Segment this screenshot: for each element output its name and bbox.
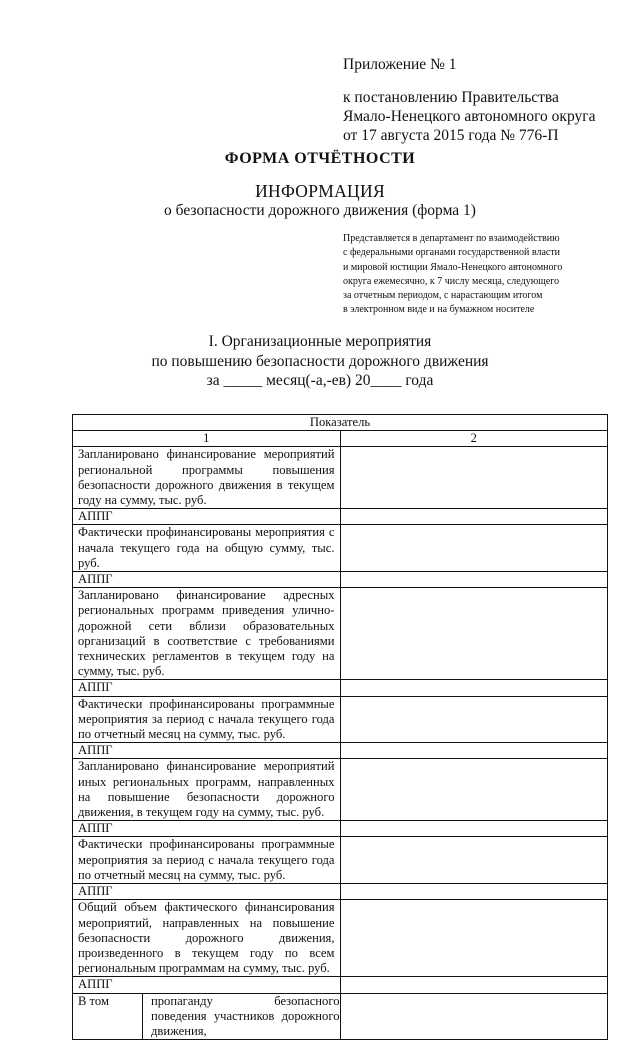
value-cell[interactable] xyxy=(340,759,608,821)
value-cell[interactable] xyxy=(340,588,608,680)
table-header-row xyxy=(73,415,608,431)
table-row xyxy=(73,884,608,900)
value-cell[interactable] xyxy=(340,572,608,588)
indicator-cell: Фактически профинансированы мероприятия с начала текущего года на общую сумму, тыс. руб. xyxy=(73,525,341,572)
value-cell[interactable] xyxy=(340,993,608,1040)
note-line: в электронном виде и на бумажном носителе xyxy=(343,304,535,316)
indicator-cell: Запланировано финансирование адресных региональных программ приведения улично-дорожной сети вблизи образовательных организаций в соответствие с требованиями технических регламентов в текущем году на сумму, тыс. руб. xyxy=(73,588,341,680)
value-cell[interactable] xyxy=(340,696,608,743)
section-subtitle: по повышению безопасности дорожного движения xyxy=(151,352,489,370)
note-line: за отчетным периодом, с нарастающим итогом xyxy=(343,290,543,302)
indicator-cell: АППГ xyxy=(73,884,341,900)
submission-note xyxy=(343,232,613,318)
section-heading xyxy=(0,332,640,391)
note-line: и мировой юстиции Ямало-Ненецкого автономного xyxy=(343,261,563,273)
indicator-cell: Запланировано финансирование мероприятий региональной программы повышения безопасности дорожного движения в текущем году на сумму, тыс. руб. xyxy=(73,447,341,509)
table-row xyxy=(73,588,608,680)
table-row-partial xyxy=(73,993,608,1040)
indicator-cell: АППГ xyxy=(73,680,341,696)
table-row xyxy=(73,743,608,759)
partial-row-cell xyxy=(73,993,341,1040)
appendix-block xyxy=(343,55,623,145)
table-row xyxy=(73,525,608,572)
table-row xyxy=(73,837,608,884)
table-row xyxy=(73,509,608,525)
value-cell[interactable] xyxy=(340,900,608,977)
section-period: за _____ месяц(-а,-ев) 20____ года xyxy=(206,372,434,389)
note-line: Представляется в департамент по взаимодействию xyxy=(343,233,560,244)
indicator-cell: АППГ xyxy=(73,821,341,837)
table-row xyxy=(73,900,608,977)
indicator-cell: Общий объем фактического финансирования мероприятий, направленных на повышение безопасности дорожного движения, произведенного в текущем году по всем региональным программам на сумму, тыс. руб. xyxy=(73,900,341,977)
indicator-cell: АППГ xyxy=(73,977,341,993)
indicator-cell: Фактически профинансированы программные мероприятия за период с начала текущего года по отчетный месяц на сумму, тыс. руб. xyxy=(73,837,341,884)
value-cell[interactable] xyxy=(340,821,608,837)
appendix-line: от 17 августа 2015 года № 776-П xyxy=(343,127,559,144)
info-subtitle: о безопасности дорожного движения (форма 1) xyxy=(164,202,476,219)
indicator-cell: АППГ xyxy=(73,509,341,525)
value-cell[interactable] xyxy=(340,525,608,572)
appendix-line: к постановлению Правительства xyxy=(343,89,559,106)
header-cell-indicator: Показатель xyxy=(73,415,608,431)
value-cell[interactable] xyxy=(340,680,608,696)
indicator-cell: Фактически профинансированы программные мероприятия за период с начала текущего года по отчетный месяц на сумму, тыс. руб. xyxy=(73,696,341,743)
value-cell[interactable] xyxy=(340,743,608,759)
value-cell[interactable] xyxy=(340,509,608,525)
report-table xyxy=(72,414,608,1040)
table-row xyxy=(73,447,608,509)
partial-row-label: В том xyxy=(78,994,143,1040)
column-number-2: 2 xyxy=(340,431,608,447)
indicator-cell: АППГ xyxy=(73,572,341,588)
indicator-cell: АППГ xyxy=(73,743,341,759)
indicator-cell: Запланировано финансирование мероприятий иных региональных программ, направленных на повышение безопасности дорожного движения, в текущем году на сумму, тыс. руб. xyxy=(73,759,341,821)
partial-row-text: пропаганду безопасного поведения участников дорожного движения, xyxy=(151,993,340,1038)
value-cell[interactable] xyxy=(340,447,608,509)
table-row xyxy=(73,821,608,837)
note-line: округа ежемесячно, к 7 числу месяца, следующего xyxy=(343,275,560,287)
column-number-row xyxy=(73,431,608,447)
value-cell[interactable] xyxy=(340,837,608,884)
note-line: с федеральными органами государственной власти xyxy=(343,247,561,259)
value-cell[interactable] xyxy=(340,884,608,900)
form-title: ФОРМА ОТЧЁТНОСТИ xyxy=(224,150,416,167)
value-cell[interactable] xyxy=(340,977,608,993)
table-row xyxy=(73,696,608,743)
info-title: ИНФОРМАЦИЯ xyxy=(255,181,385,201)
table-row xyxy=(73,680,608,696)
table-row xyxy=(73,759,608,821)
table-row xyxy=(73,977,608,993)
table-row xyxy=(73,572,608,588)
appendix-number: Приложение № 1 xyxy=(343,56,457,73)
section-title: I. Организационные мероприятия xyxy=(208,333,432,350)
appendix-line: Ямало-Ненецкого автономного округа xyxy=(343,108,596,125)
column-number-1: 1 xyxy=(73,431,341,447)
